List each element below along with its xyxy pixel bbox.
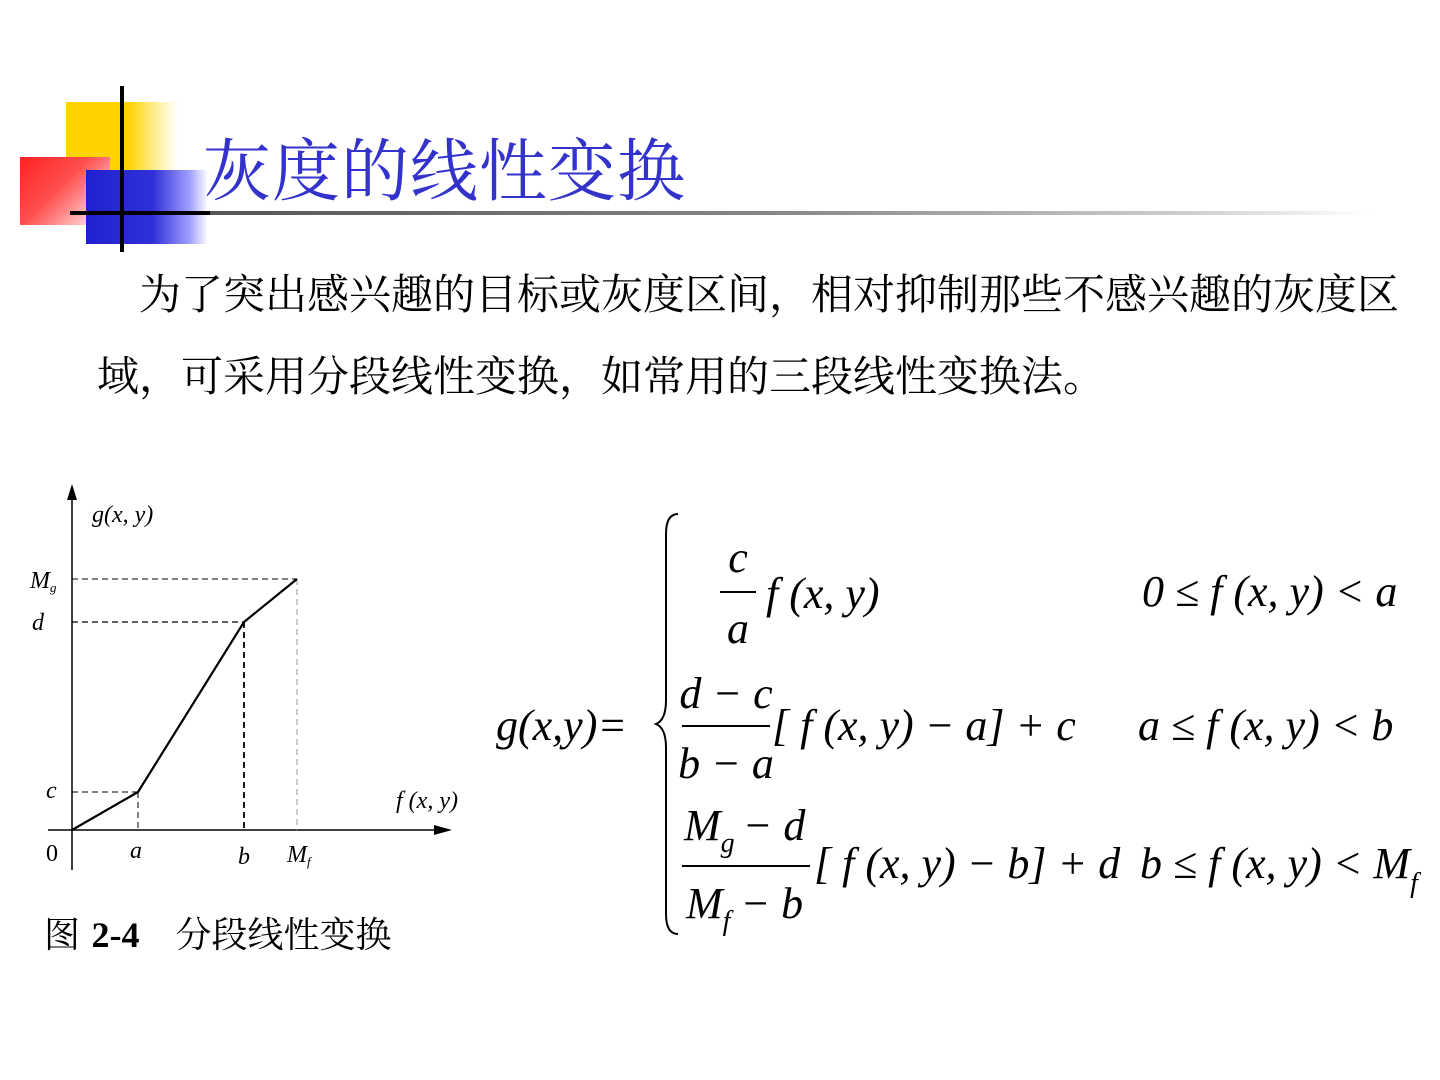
slide-title: 灰度的线性变换 <box>203 133 687 212</box>
slide-paragraph <box>97 254 1427 418</box>
case1-numerator: c <box>728 533 748 582</box>
case2-denominator: b − a <box>678 739 774 788</box>
case-2 <box>678 669 1393 788</box>
case-brace <box>656 514 678 934</box>
x-tick-a: a <box>130 838 142 864</box>
case1-condition: 0 ≤ f (x, y) < a <box>1142 567 1398 616</box>
case-3 <box>682 801 1421 937</box>
paragraph-text: 为了突出感兴趣的目标或灰度区间，相对抑制那些不感兴趣的灰度区域，可采用分段线性变换，如常用的三段线性变换法。 <box>97 270 1400 401</box>
decor-blue-square <box>86 170 208 244</box>
case3-numerator: Mg − d <box>684 801 806 859</box>
x-tick-mf: $M_f$ <box>287 842 311 869</box>
case3-denominator: Mf − b <box>686 879 804 937</box>
y-tick-c: c <box>46 778 57 804</box>
case3-tail: [ f (x, y) − b] + d <box>814 839 1121 888</box>
case2-condition: a ≤ f (x, y) < b <box>1138 701 1394 750</box>
case-1 <box>720 533 1397 653</box>
piecewise-formula <box>480 500 1430 950</box>
caption-text: 分段线性变换 <box>175 915 392 956</box>
case1-tail: f (x, y) <box>766 569 880 618</box>
case3-condition: b ≤ f (x, y) < Mf <box>1140 839 1418 899</box>
case1-denominator: a <box>727 604 749 653</box>
case2-numerator: d − c <box>679 669 773 718</box>
y-tick-mg: $M_g$ <box>30 568 57 595</box>
decor-cross-horizontal <box>70 211 210 215</box>
caption-prefix: 图 <box>44 915 81 956</box>
y-axis-arrow <box>67 484 77 500</box>
y-axis-label: g(x, y) <box>92 502 154 528</box>
x-tick-b: b <box>238 844 250 870</box>
figure-caption <box>44 912 404 959</box>
transform-graph <box>0 470 500 890</box>
formula-lhs: g(x,y)= <box>496 701 628 750</box>
x-axis-arrow <box>434 825 452 835</box>
x-axis-label: f (x, y) <box>396 788 458 814</box>
caption-number: 2-4 <box>91 915 140 955</box>
origin-label: 0 <box>46 841 58 867</box>
decor-cross-vertical <box>120 86 124 252</box>
y-tick-d: d <box>32 610 44 636</box>
case2-tail: [ f (x, y) − a] + c <box>772 701 1076 750</box>
